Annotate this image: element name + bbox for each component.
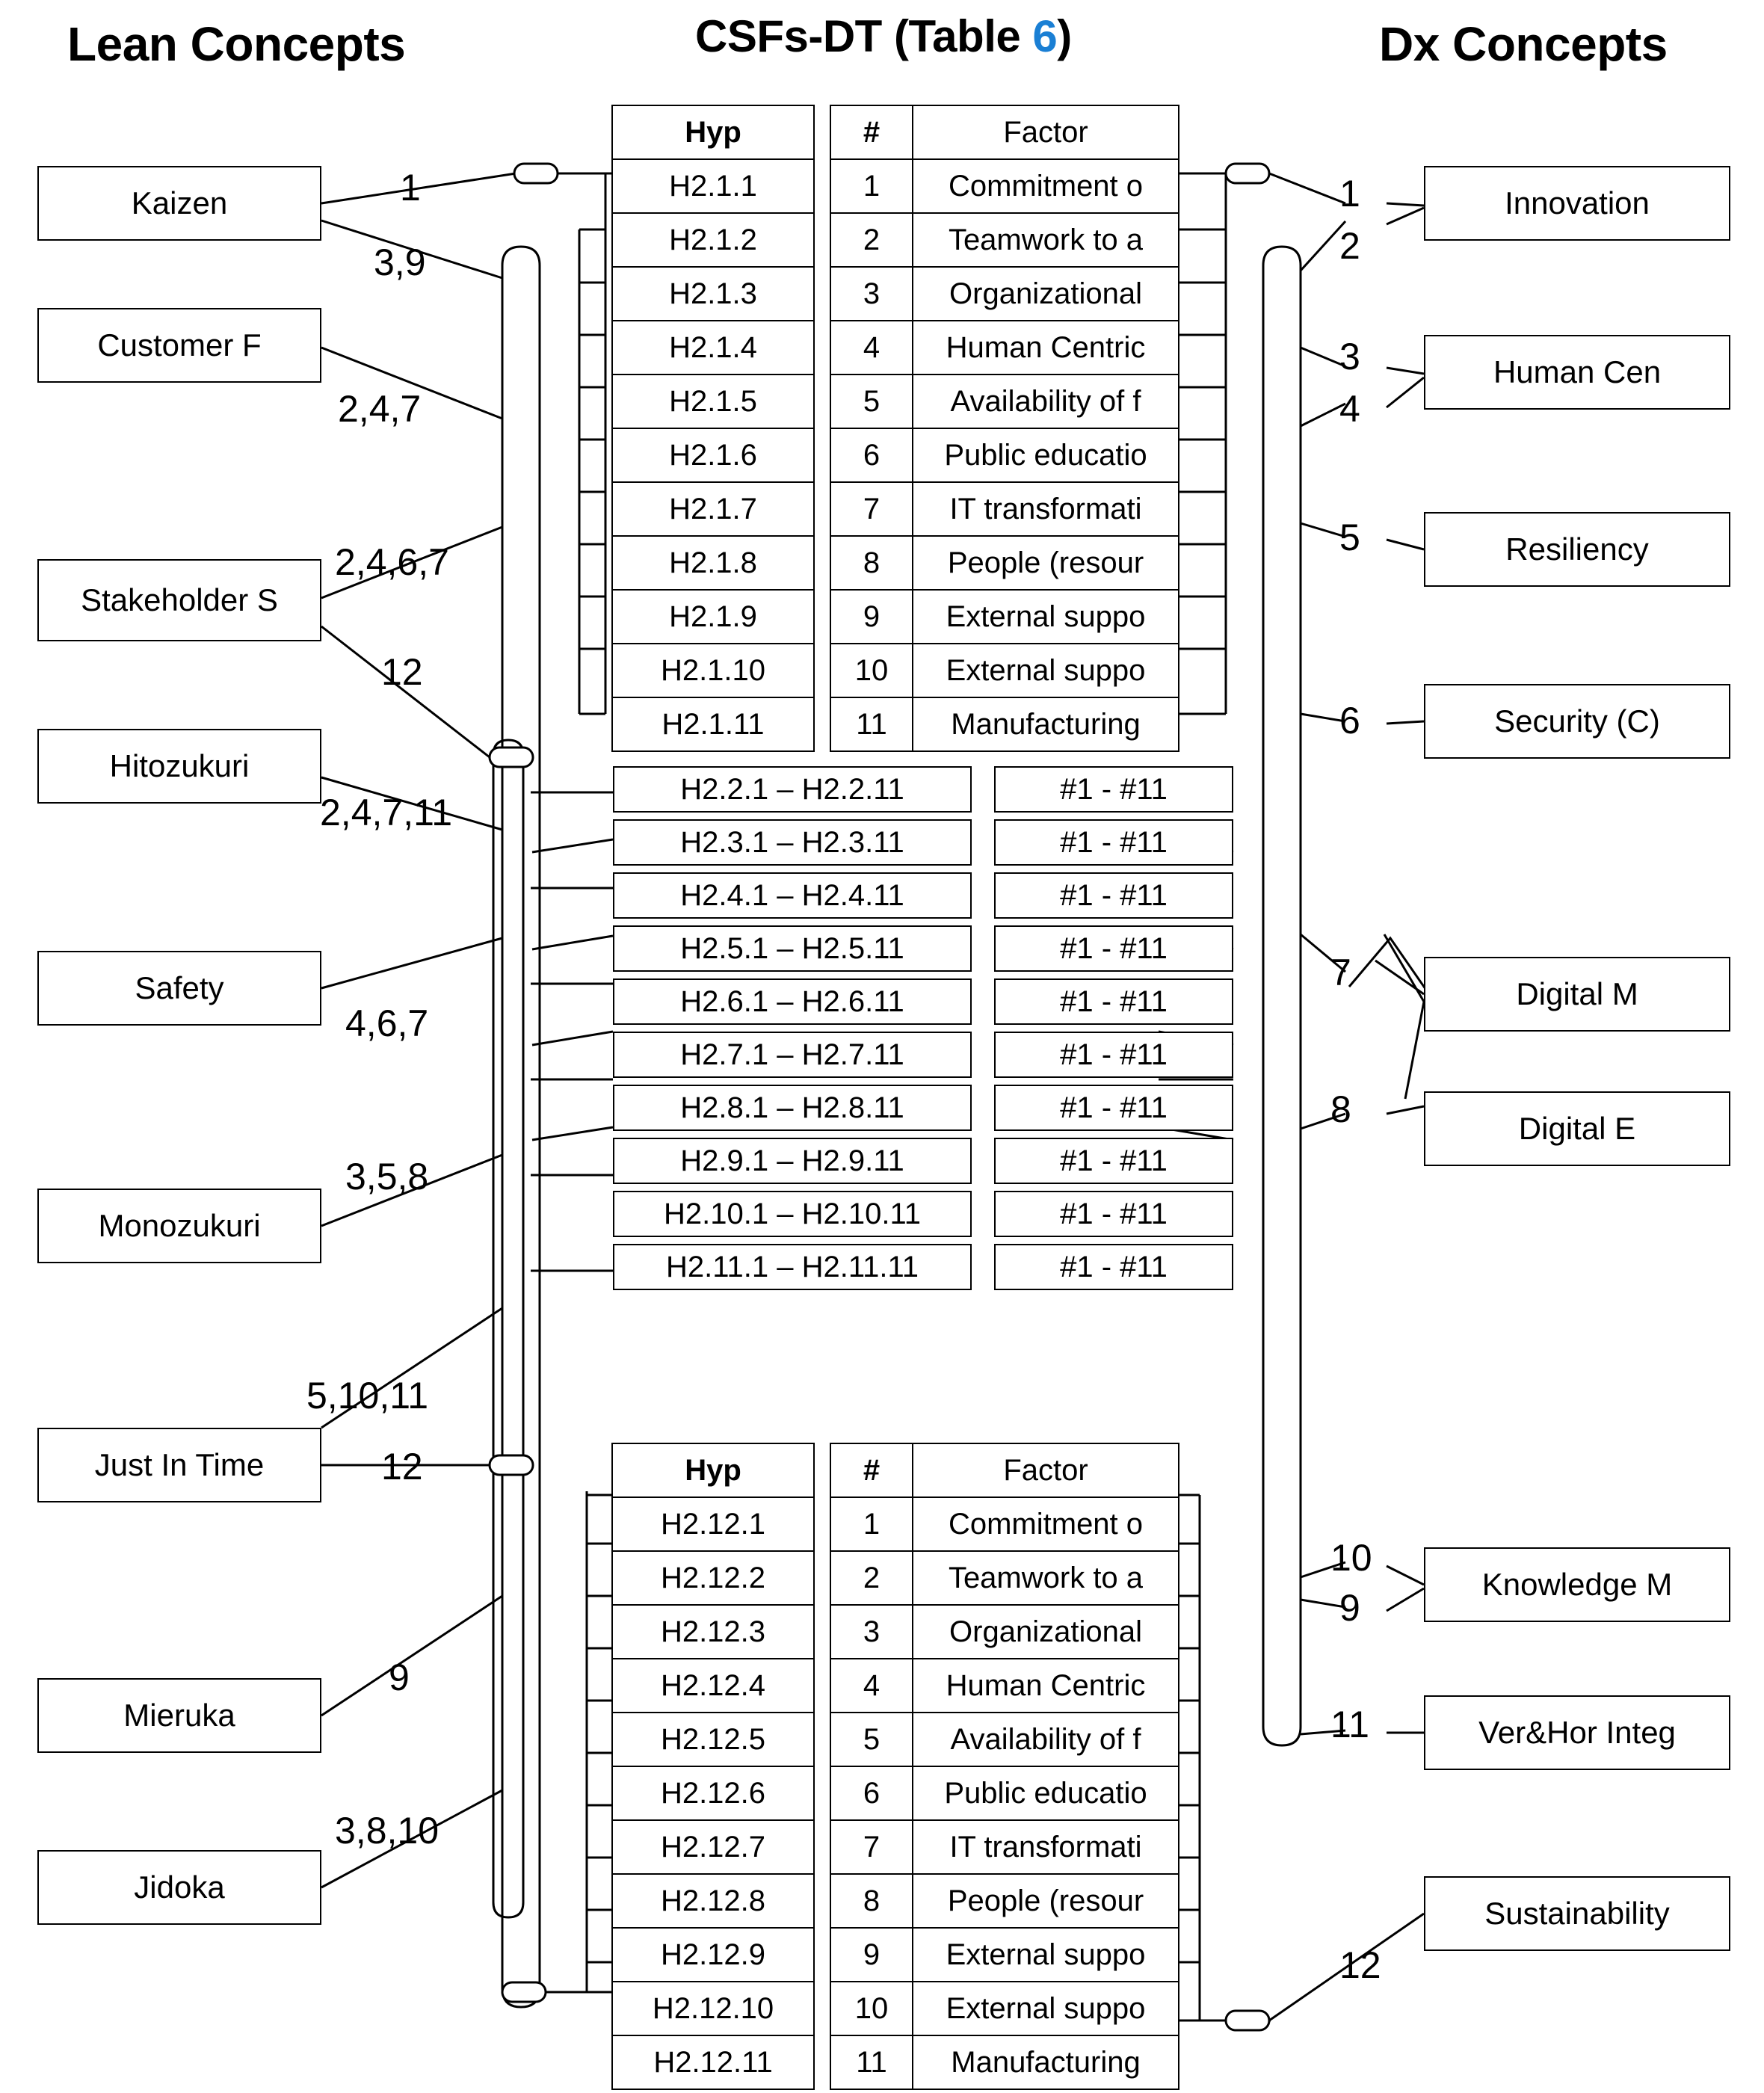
range-row-hyp[interactable]: H2.5.1 – H2.5.11 <box>613 925 972 972</box>
range-row-hyp[interactable]: H2.9.1 – H2.9.11 <box>613 1138 972 1184</box>
cell-factor: IT transformati <box>949 1830 1142 1864</box>
table-header-row <box>831 1444 1178 1498</box>
range-row-hyp[interactable]: H2.2.1 – H2.2.11 <box>613 766 972 813</box>
lean-edge-label-7: 4,6,7 <box>345 1002 429 1044</box>
cell-hyp: H2.1.8 <box>669 546 757 579</box>
table-row[interactable] <box>831 160 1178 214</box>
lean-concept-monozukuri[interactable]: Monozukuri <box>37 1189 321 1263</box>
lean-concept-jidoka[interactable]: Jidoka <box>37 1850 321 1925</box>
range-row-hyp[interactable]: H2.8.1 – H2.8.11 <box>613 1085 972 1131</box>
table-row[interactable] <box>831 537 1178 591</box>
dx-edge-label-7: 7 <box>1330 952 1351 993</box>
dx-edge-label-8: 8 <box>1330 1088 1351 1130</box>
table-header-row <box>613 1444 813 1498</box>
table-row[interactable] <box>831 214 1178 268</box>
dx-edge-label-6: 6 <box>1339 700 1360 742</box>
cell-factor: Manufacturing <box>951 707 1141 741</box>
cell-hyp: H2.12.1 <box>660 1507 766 1541</box>
title-suffix: ) <box>1057 11 1072 61</box>
cell-num: 4 <box>831 321 913 374</box>
cell-factor: People (resour <box>947 546 1144 579</box>
cell-hyp: H2.1.3 <box>669 277 757 310</box>
table-row[interactable] <box>831 1498 1178 1552</box>
table-row[interactable] <box>613 321 813 375</box>
cell-factor: Manufacturing <box>951 2045 1141 2079</box>
table-row[interactable] <box>831 1875 1178 1929</box>
table-row[interactable] <box>613 214 813 268</box>
cell-factor: External suppo <box>946 653 1146 687</box>
dx-concept-knowledge-m[interactable]: Knowledge M <box>1424 1547 1730 1622</box>
cell-num: 2 <box>831 214 913 266</box>
cell-factor: Public educatio <box>944 1776 1147 1810</box>
table-header-row <box>831 106 1178 160</box>
cell-num: 9 <box>831 1929 913 1981</box>
col-header-num: # <box>831 1444 913 1496</box>
cell-hyp: H2.12.4 <box>660 1668 766 1702</box>
dx-edge-label-9: 9 <box>1339 1587 1360 1629</box>
cell-factor: Teamwork to a <box>948 223 1144 256</box>
lean-concept-hitozukuri[interactable]: Hitozukuri <box>37 729 321 804</box>
cell-hyp: H2.12.7 <box>660 1830 766 1864</box>
table-row[interactable] <box>831 375 1178 429</box>
dx-concept-digital-e[interactable]: Digital E <box>1424 1091 1730 1166</box>
table-top-factor-body <box>831 160 1178 750</box>
range-row-num[interactable]: #1 - #11 <box>994 766 1233 813</box>
range-row-hyp[interactable]: H2.11.1 – H2.11.11 <box>613 1244 972 1290</box>
cell-num: 11 <box>831 2036 913 2089</box>
cell-hyp: H2.1.4 <box>669 330 757 364</box>
cell-num: 4 <box>831 1659 913 1712</box>
cell-factor: Teamwork to a <box>948 1561 1144 1594</box>
cell-num: 7 <box>831 1821 913 1873</box>
table-row[interactable] <box>613 1929 813 1982</box>
table-row[interactable] <box>613 644 813 698</box>
table-bottom-factor-body <box>831 1498 1178 2089</box>
cell-num: 2 <box>831 1552 913 1604</box>
range-row-hyp[interactable]: H2.6.1 – H2.6.11 <box>613 978 972 1025</box>
lean-edge-label-6: 2,4,7,11 <box>320 792 453 833</box>
cell-factor: External suppo <box>946 1991 1146 2025</box>
range-row-hyp[interactable]: H2.3.1 – H2.3.11 <box>613 819 972 866</box>
table-header-row <box>613 106 813 160</box>
table-row[interactable] <box>613 1552 813 1606</box>
range-row-num[interactable]: #1 - #11 <box>994 1138 1233 1184</box>
dx-edge-label-3: 3 <box>1339 336 1360 377</box>
page-title-dx: Dx Concepts <box>1379 17 1668 71</box>
dx-concept-security[interactable]: Security (C) <box>1424 684 1730 759</box>
cell-hyp: H2.12.3 <box>660 1615 766 1648</box>
table-top-factor-column <box>830 105 1179 752</box>
col-header-hyp: Hyp <box>685 1453 741 1487</box>
lean-edge-label-1: 1 <box>400 167 421 209</box>
cell-factor: External suppo <box>946 1938 1146 1971</box>
cell-num: 7 <box>831 483 913 535</box>
table-row[interactable] <box>831 1821 1178 1875</box>
table-row[interactable] <box>831 483 1178 537</box>
title-table-number: 6 <box>1032 11 1058 61</box>
table-row[interactable] <box>613 2036 813 2089</box>
table-top-hyp-column <box>611 105 815 752</box>
table-row[interactable] <box>613 1659 813 1713</box>
cell-factor: Organizational <box>949 277 1142 310</box>
range-row-num[interactable]: #1 - #11 <box>994 819 1233 866</box>
cell-factor: External suppo <box>946 599 1146 633</box>
table-row[interactable] <box>831 1982 1178 2036</box>
cell-hyp: H2.1.6 <box>669 438 757 472</box>
table-row[interactable] <box>613 1982 813 2036</box>
table-row[interactable] <box>613 1713 813 1767</box>
table-row[interactable] <box>831 1713 1178 1767</box>
cell-factor: Human Centric <box>946 330 1146 364</box>
table-row[interactable] <box>613 591 813 644</box>
table-row[interactable] <box>831 644 1178 698</box>
dx-concept-ver-hor-integ[interactable]: Ver&Hor Integ <box>1424 1695 1730 1770</box>
table-row[interactable] <box>613 160 813 214</box>
table-bottom-hyp-column <box>611 1443 815 2090</box>
cell-num: 10 <box>831 1982 913 2035</box>
cell-hyp: H2.12.10 <box>652 1991 774 2025</box>
cell-num: 6 <box>831 429 913 481</box>
cell-num: 10 <box>831 644 913 697</box>
dx-edge-label-1: 1 <box>1339 173 1360 215</box>
cell-hyp: H2.1.11 <box>662 707 765 741</box>
lean-edge-label-12: 3,8,10 <box>335 1810 440 1852</box>
cell-hyp: H2.1.1 <box>669 169 757 203</box>
cell-num: 11 <box>831 698 913 750</box>
dx-concept-innovation[interactable]: Innovation <box>1424 166 1730 241</box>
col-header-hyp: Hyp <box>685 115 741 149</box>
table-row[interactable] <box>613 1767 813 1821</box>
cell-hyp: H2.12.6 <box>660 1776 766 1810</box>
table-row[interactable] <box>613 537 813 591</box>
lean-concept-safety[interactable]: Safety <box>37 951 321 1026</box>
lean-edge-label-3: 2,4,7 <box>338 388 422 430</box>
cell-hyp: H2.12.11 <box>653 2045 773 2079</box>
cell-num: 6 <box>831 1767 913 1819</box>
table-row[interactable] <box>613 429 813 483</box>
table-row[interactable] <box>831 321 1178 375</box>
dx-edge-label-4: 4 <box>1339 388 1360 430</box>
table-row[interactable] <box>831 268 1178 321</box>
cell-factor: Human Centric <box>946 1668 1146 1702</box>
table-row[interactable] <box>613 1606 813 1659</box>
page-title-lean: Lean Concepts <box>67 17 406 71</box>
range-row-num[interactable]: #1 - #11 <box>994 1085 1233 1131</box>
table-row[interactable] <box>831 1606 1178 1659</box>
lean-concept-mieruka[interactable]: Mieruka <box>37 1678 321 1753</box>
range-row-num[interactable]: #1 - #11 <box>994 872 1233 919</box>
table-row[interactable] <box>831 1552 1178 1606</box>
table-row[interactable] <box>613 698 813 750</box>
cell-factor: IT transformati <box>949 492 1142 525</box>
dx-concept-human-centric[interactable]: Human Cen <box>1424 335 1730 410</box>
cell-num: 8 <box>831 1875 913 1927</box>
cell-num: 8 <box>831 537 913 589</box>
table-row[interactable] <box>613 483 813 537</box>
range-row-hyp[interactable]: H2.4.1 – H2.4.11 <box>613 872 972 919</box>
table-row[interactable] <box>613 1821 813 1875</box>
table-bottom-hyp-body <box>613 1498 813 2089</box>
cell-num: 1 <box>831 160 913 212</box>
cell-num: 9 <box>831 591 913 643</box>
range-row-num[interactable]: #1 - #11 <box>994 1191 1233 1237</box>
table-row[interactable] <box>613 375 813 429</box>
col-header-factor: Factor <box>1003 1453 1088 1487</box>
dx-edge-label-2: 2 <box>1339 225 1360 267</box>
cell-factor: Organizational <box>949 1615 1142 1648</box>
lean-concept-just-in-time[interactable]: Just In Time <box>37 1428 321 1502</box>
table-row[interactable] <box>613 268 813 321</box>
dx-edge-label-10: 10 <box>1330 1537 1372 1579</box>
cell-hyp: H2.1.2 <box>669 223 757 256</box>
col-header-factor: Factor <box>1003 115 1088 149</box>
col-header-num: # <box>831 106 913 158</box>
cell-factor: Commitment o <box>948 1507 1144 1541</box>
lean-edge-label-8: 3,5,8 <box>345 1156 429 1197</box>
dx-concept-digital-m[interactable]: Digital M <box>1424 957 1730 1032</box>
lean-edge-label-4: 2,4,6,7 <box>335 541 449 583</box>
lean-concept-kaizen[interactable]: Kaizen <box>37 166 321 241</box>
cell-factor: Public educatio <box>944 438 1147 472</box>
cell-factor: Commitment o <box>948 169 1144 203</box>
range-row-num[interactable]: #1 - #11 <box>994 1032 1233 1078</box>
range-row-num[interactable]: #1 - #11 <box>994 925 1233 972</box>
table-row[interactable] <box>831 2036 1178 2089</box>
range-row-hyp[interactable]: H2.10.1 – H2.10.11 <box>613 1191 972 1237</box>
dx-edge-label-12: 12 <box>1339 1944 1381 1986</box>
table-top-hyp-body <box>613 160 813 750</box>
cell-factor: People (resour <box>947 1884 1144 1917</box>
table-row[interactable] <box>831 591 1178 644</box>
cell-num: 1 <box>831 1498 913 1550</box>
cell-hyp: H2.1.9 <box>669 599 757 633</box>
lean-edge-label-10: 12 <box>381 1446 423 1488</box>
cell-factor: Availability of f <box>950 384 1141 418</box>
lean-edge-label-2: 3,9 <box>374 241 426 283</box>
lean-concept-customer-f[interactable]: Customer F <box>37 308 321 383</box>
lean-edge-label-11: 9 <box>389 1656 410 1698</box>
table-row[interactable] <box>831 1659 1178 1713</box>
cell-num: 3 <box>831 268 913 320</box>
cell-num: 5 <box>831 375 913 428</box>
table-bottom-factor-column <box>830 1443 1179 2090</box>
range-row-num[interactable]: #1 - #11 <box>994 1244 1233 1290</box>
cell-hyp: H2.1.5 <box>669 384 757 418</box>
title-prefix: CSFs-DT (Table <box>695 11 1033 61</box>
cell-hyp: H2.12.5 <box>660 1722 766 1756</box>
dx-edge-label-11: 11 <box>1330 1704 1369 1745</box>
lean-edge-label-5: 12 <box>381 651 423 693</box>
cell-hyp: H2.12.2 <box>660 1561 766 1594</box>
lean-concept-stakeholder-s[interactable]: Stakeholder S <box>37 559 321 641</box>
table-row[interactable] <box>831 429 1178 483</box>
lean-edge-label-9: 5,10,11 <box>306 1375 429 1417</box>
dx-edge-label-5: 5 <box>1339 517 1360 558</box>
table-row[interactable] <box>831 698 1178 750</box>
cell-factor: Availability of f <box>950 1722 1141 1756</box>
dx-concept-resiliency[interactable]: Resiliency <box>1424 512 1730 587</box>
cell-hyp: H2.12.8 <box>660 1884 766 1917</box>
table-row[interactable] <box>831 1767 1178 1821</box>
table-row[interactable] <box>831 1929 1178 1982</box>
table-row[interactable] <box>613 1498 813 1552</box>
page-title-middle <box>695 10 1072 62</box>
cell-num: 5 <box>831 1713 913 1766</box>
cell-hyp: H2.1.7 <box>669 492 757 525</box>
cell-num: 3 <box>831 1606 913 1658</box>
cell-hyp: H2.12.9 <box>660 1938 766 1971</box>
range-row-hyp[interactable]: H2.7.1 – H2.7.11 <box>613 1032 972 1078</box>
dx-concept-sustainability[interactable]: Sustainability <box>1424 1876 1730 1951</box>
table-row[interactable] <box>613 1875 813 1929</box>
cell-hyp: H2.1.10 <box>660 653 766 687</box>
range-row-num[interactable]: #1 - #11 <box>994 978 1233 1025</box>
